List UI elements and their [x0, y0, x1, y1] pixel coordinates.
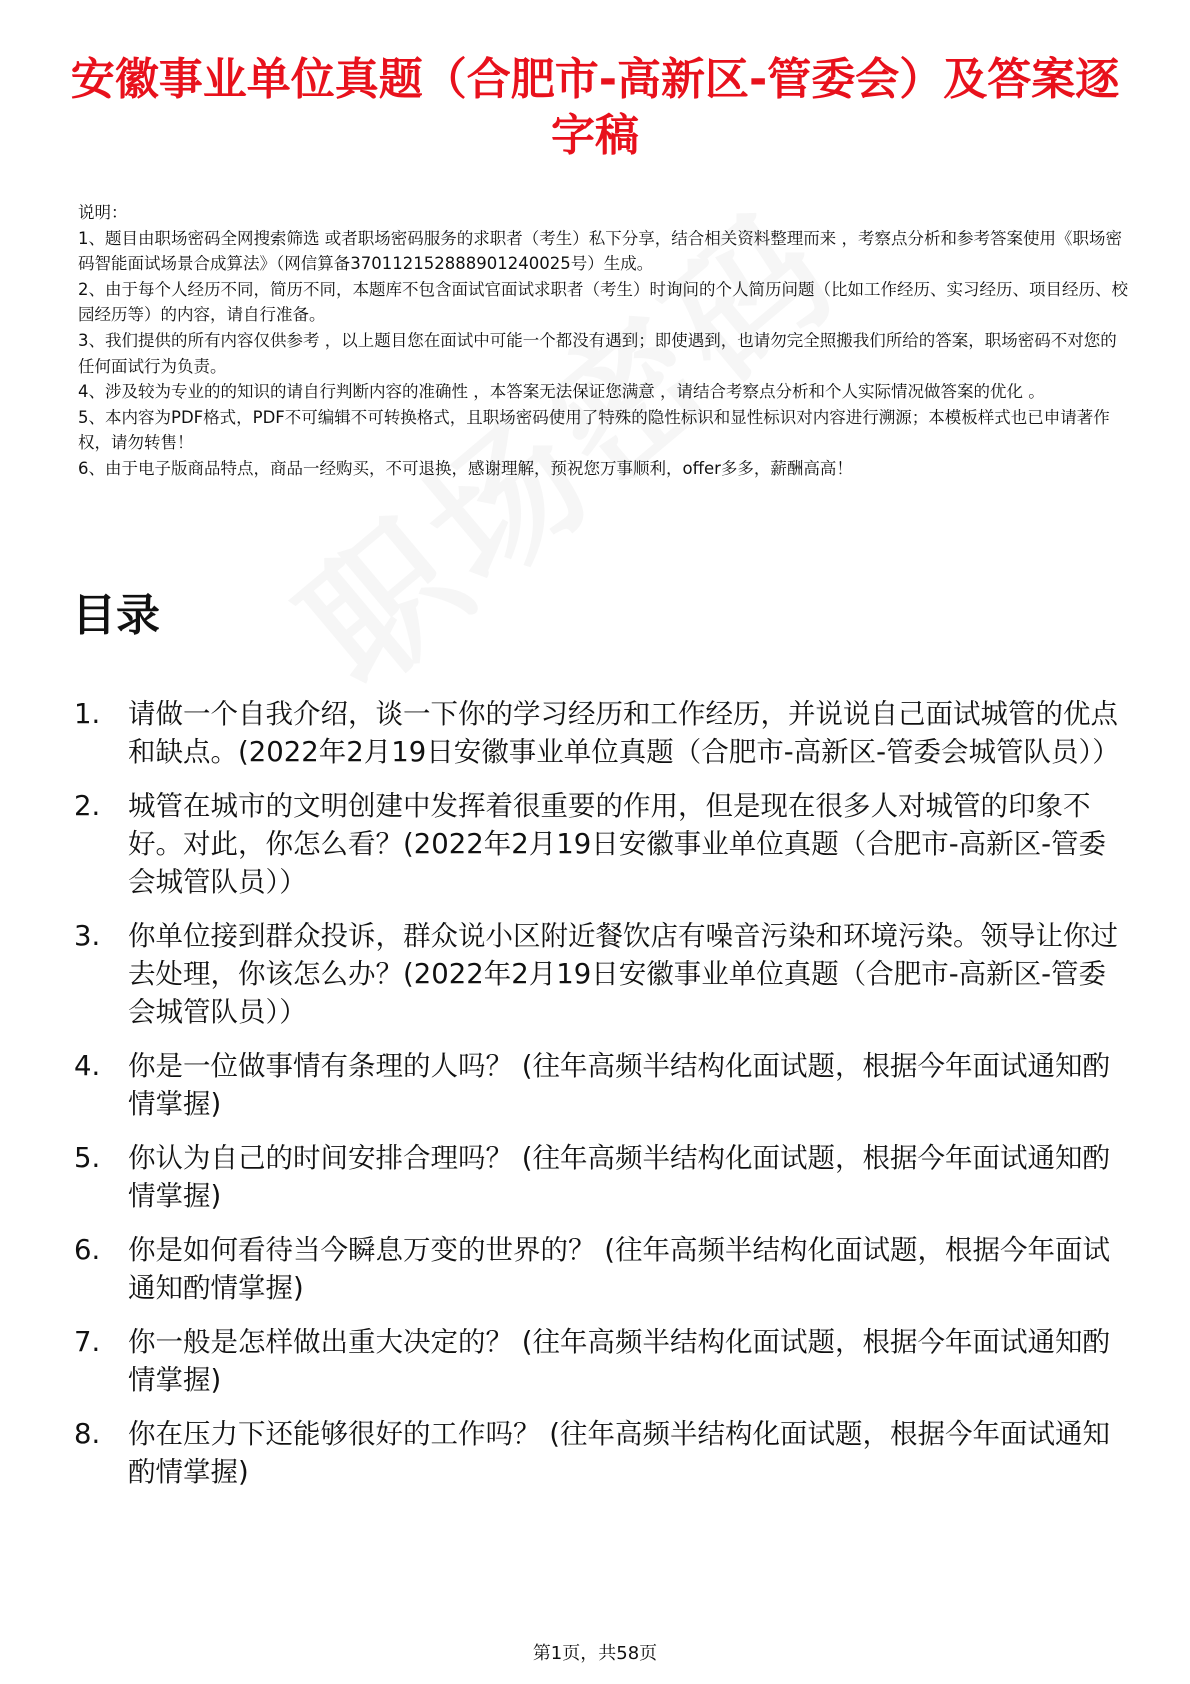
toc-item-number: 1.	[74, 698, 101, 730]
toc-item-text[interactable]: 你一般是怎样做出重大决定的？ (往年高频半结构化面试题，根据今年面试通知酌情掌握)	[128, 1326, 1110, 1396]
toc-item-text[interactable]: 请做一个自我介绍，谈一下你的学习经历和工作经历，并说说自己面试城管的优点和缺点。(2022年2月19日安徽事业单位真题（合肥市-高新区-管委会城管队员））	[128, 698, 1120, 768]
toc-item[interactable]	[74, 1415, 1124, 1491]
toc-item-text[interactable]: 你在压力下还能够很好的工作吗？ (往年高频半结构化面试题，根据今年面试通知酌情掌握)	[128, 1418, 1110, 1488]
toc-item-number: 6.	[74, 1234, 101, 1266]
note-item: 1、题目由职场密码全网搜索筛选 或者职场密码服务的求职者（考生）私下分享，结合相关资料整理而来 ，考察点分析和参考答案使用《职场密码智能面试场景合成算法》（网信算备370112152888901240025号）生成。	[78, 228, 1122, 274]
document-title: 安徽事业单位真题（合肥市-高新区-管委会）及答案逐字稿	[70, 54, 1120, 161]
toc-item[interactable]	[74, 787, 1124, 901]
toc-item[interactable]	[74, 1231, 1124, 1307]
notes-heading: 说明：	[78, 203, 128, 222]
toc-list	[74, 695, 1124, 1507]
toc-item[interactable]	[74, 695, 1124, 771]
toc-item[interactable]	[74, 1323, 1124, 1399]
note-item: 6、由于电子版商品特点，商品一经购买，不可退换，感谢理解，预祝您万事顺利，offer多多，薪酬高高！	[78, 458, 853, 478]
toc-item[interactable]	[74, 1139, 1124, 1215]
toc-item-text[interactable]: 你认为自己的时间安排合理吗？ (往年高频半结构化面试题，根据今年面试通知酌情掌握)	[128, 1142, 1110, 1212]
toc-item-number: 5.	[74, 1142, 101, 1174]
page-number: 第1页，共58页	[532, 1643, 658, 1664]
page-footer	[0, 1642, 1190, 1666]
toc-item-number: 7.	[74, 1326, 101, 1358]
toc-item-number: 2.	[74, 790, 101, 822]
toc-item[interactable]	[74, 917, 1124, 1031]
toc-heading: 目录	[72, 590, 160, 641]
toc-item-text[interactable]: 你是如何看待当今瞬息万变的世界的？ (往年高频半结构化面试题，根据今年面试通知酌情掌握)	[128, 1234, 1110, 1304]
toc-item-text[interactable]: 你单位接到群众投诉，群众说小区附近餐饮店有噪音污染和环境污染。领导让你过去处理，你该怎么办？(2022年2月19日安徽事业单位真题（合肥市-高新区-管委会城管队员））	[128, 920, 1118, 1028]
toc-item-text[interactable]: 城管在城市的文明创建中发挥着很重要的作用，但是现在很多人对城管的印象不好。对此，你怎么看？(2022年2月19日安徽事业单位真题（合肥市-高新区-管委会城管队员））	[128, 790, 1107, 898]
toc-item-text[interactable]: 你是一位做事情有条理的人吗？ (往年高频半结构化面试题，根据今年面试通知酌情掌握)	[128, 1050, 1110, 1120]
note-item: 5、本内容为PDF格式，PDF不可编辑不可转换格式，且职场密码使用了特殊的隐性标识和显性标识对内容进行溯源；本模板样式也已申请著作权，请勿转售！	[78, 407, 1110, 453]
note-item: 2、由于每个人经历不同，简历不同，本题库不包含面试官面试求职者（考生）时询问的个人简历问题（比如工作经历、实习经历、项目经历、校园经历等）的内容，请自行准备。	[78, 279, 1128, 325]
toc-item-number: 8.	[74, 1418, 101, 1450]
toc-item[interactable]	[74, 1047, 1124, 1123]
note-item: 4、涉及较为专业的的知识的请自行判断内容的准确性 ，本答案无法保证您满意 ，请结合考察点分析和个人实际情况做答案的优化 。	[78, 382, 1045, 402]
note-item: 3、我们提供的所有内容仅供参考 ，以上题目您在面试中可能一个都没有遇到；即使遇到，也请勿完全照搬我们所给的答案，职场密码不对您的任何面试行为负责。	[78, 330, 1117, 376]
toc-item-number: 4.	[74, 1050, 101, 1082]
notes-section	[78, 200, 1128, 482]
toc-item-number: 3.	[74, 920, 101, 952]
